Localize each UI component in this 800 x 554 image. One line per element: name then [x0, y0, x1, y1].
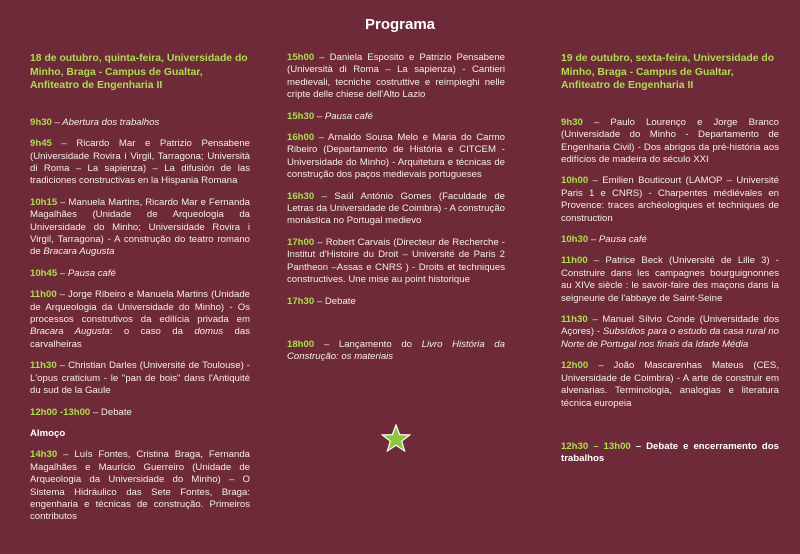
column-day1-afternoon [287, 52, 505, 373]
program-entry [30, 138, 250, 188]
entry-italic: Bracara Augusta [30, 326, 110, 338]
entry-text: – Abertura dos trabalhos [51, 116, 160, 128]
entry-text: – Robert Carvais (Directeur de Recherche - Institut d'Histoire du Droit – Université de Paris 2 Pantheon –Assas e CNRS ) - Droits et techniques constructives. Une mise au point historique [287, 236, 505, 286]
entry-text: – Patrice Beck (Université de Lille 3) - Construire dans les campagnes bourguignonnes au XIVe siècle : le savoir-faire des maçons dans la seigneurie de l'abbaye de Saint-Seine [561, 255, 779, 304]
entry-text: : o caso da [109, 326, 195, 338]
program-entry [561, 441, 779, 466]
entry-text: – Saúl António Gomes (Faculdade de Letras da Universidade de Coimbra) - A construção monástica no Portugal medievo [287, 190, 505, 227]
program-entry [561, 314, 779, 351]
program-entry [287, 191, 505, 228]
entry-text: – Debate e encerramento dos trabalhos [561, 440, 779, 465]
entry-time: 11h00 [30, 289, 57, 301]
program-entry [287, 339, 505, 364]
entry-time: 11h30 [561, 314, 588, 326]
entry-time: 16h00 [287, 132, 315, 144]
program-entry [287, 111, 505, 123]
entry-time: 12h30 – 13h00 [561, 440, 631, 452]
day2-heading: 19 de outubro, sexta-feira, Universidade do Minho, Braga - Campus de Gualtar, Anfiteatro de Engenharia II [561, 53, 775, 92]
lunch-label: Almoço [30, 427, 66, 439]
spacer [561, 419, 779, 441]
program-entry [287, 132, 505, 182]
entry-text: – Pausa café [57, 267, 116, 279]
entry-time: 12h00 [561, 360, 589, 372]
program-entry [30, 197, 250, 259]
page-title: Programa [364, 16, 436, 33]
program-entry [30, 117, 250, 129]
entry-text: – Luís Fontes, Cristina Braga, Fernanda Magalhães e Maurício Guerreiro (Unidade de Arqueologia da Universidade do Minho) – O Sistema Hidráulico das Sete Fontes, Braga: engenharia e técnicas de construção. Primeiros contributos [30, 449, 250, 523]
program-entry [561, 255, 779, 305]
spacer [287, 317, 505, 339]
star-icon [381, 424, 411, 454]
program-entry [30, 289, 250, 351]
entry-text: – Pausa café [314, 110, 373, 122]
program-entry [561, 117, 779, 167]
program-entry [30, 360, 250, 397]
entry-time: 12h00 -13h00 [30, 406, 91, 418]
entry-time: 9h30 [561, 116, 583, 128]
entry-time: 15h30 [287, 110, 315, 122]
entry-text: – Arnaldo Sousa Melo e Maria do Carmo Ribeiro (Departamento de História e CITCEM - Universidade do Minho) - Arquitetura e técnicas de construção dos paços medievais portugueses [287, 132, 505, 181]
entry-text: – João Mascarenhas Mateus (CES, Universidade de Coimbra) - A arte de construir em alvenarias. Terminologia, analogias e literatura técnica europeia [561, 360, 779, 409]
entry-text: – Manuela Martins, Ricardo Mar e Fernanda Magalhães (Unidade de Arqueologia da Universidade do Minho; Universidade Rovira i Virgil, Tarragona) - A construção do teatro romano de [30, 196, 250, 258]
entry-text: – Ricardo Mar e Patrizio Pensabene (Universidade Rovira i Virgil, Tarragona; Università di Roma – La sapienza) – La difusión de las tradiciones constructivas en la Hispania Romana [30, 138, 250, 187]
entry-text: – Jorge Ribeiro e Manuela Martins (Unidade de Arqueologia da Universidade do Minho) - Os processos construtivos da edilícia privada em [30, 289, 250, 326]
entry-italic: Livro História da Construção: os materiais [287, 338, 505, 363]
entry-italic: domus [194, 326, 224, 338]
entry-italic: Subsídios para o estudo da casa rural no Norte de Portugal nos finais da Idade Média [561, 326, 779, 350]
program-entry [287, 296, 505, 308]
entry-italic: Bracara Augusta [43, 246, 115, 258]
entry-time: 14h30 [30, 449, 58, 461]
entry-time: 17h30 [287, 295, 315, 307]
entry-time: 18h00 [287, 338, 315, 350]
entry-text: – Manuel Sílvio Conde (Universidade dos Açores) - [561, 314, 779, 338]
column-day1-morning [30, 52, 250, 533]
entry-text: – Debate [314, 295, 356, 307]
entry-time: 16h30 [287, 190, 315, 202]
program-entry [30, 449, 250, 523]
entry-text: – Daniela Esposito e Patrizio Pensabene (Università di Roma – La sapienza) - Cantieri medievali, tecniche costruttive e reimpieghi nelle cripte delle chiese dell'Alto Lazio [287, 52, 505, 101]
entry-time: 9h30 [30, 116, 52, 128]
entry-time: 11h30 [30, 360, 57, 372]
program-entry [561, 175, 779, 225]
entry-time: 10h00 [561, 175, 589, 187]
entry-text: – Emilien Bouticourt (LAMOP – Université Paris 1 e CNRS) - Charpentes médiévales en Provence: traces archéologiques et techniques de construction [561, 175, 779, 224]
program-entry [287, 52, 505, 102]
day1-heading: 18 de outubro, quinta-feira, Universidade do Minho, Braga - Campus de Gualtar, Anfiteatro de Engenharia II [30, 53, 248, 92]
program-entry [287, 237, 505, 287]
entry-time: 11h00 [561, 255, 588, 267]
column-day2 [561, 52, 779, 475]
program-entry [561, 234, 779, 246]
entry-text: – Paulo Lourenço e Jorge Branco (Universidade do Minho - Departamento de Engenharia Civil) - Dos abrigos da pré-história aos edifícios de madeira do século XXI [561, 116, 779, 165]
entry-text: das carvalheiras [30, 326, 250, 350]
entry-time: 17h00 [287, 236, 315, 248]
entry-text: – Christian Darles (Université de Toulouse) - L'opus craticium - le "pan de bois" dans l'Antiquité du sud de la Gaule [30, 360, 250, 397]
entry-time: 10h15 [30, 196, 58, 208]
program-entry [30, 407, 250, 419]
program-entry [30, 268, 250, 280]
entry-time: 10h45 [30, 267, 58, 279]
entry-text: – Lançamento do [314, 338, 422, 350]
entry-text: – Pausa café [588, 234, 647, 246]
entry-text: – Debate [90, 406, 132, 418]
entry-time: 15h00 [287, 52, 315, 63]
entry-time: 10h30 [561, 234, 589, 246]
program-entry [561, 360, 779, 410]
entry-time: 9h45 [30, 138, 52, 150]
